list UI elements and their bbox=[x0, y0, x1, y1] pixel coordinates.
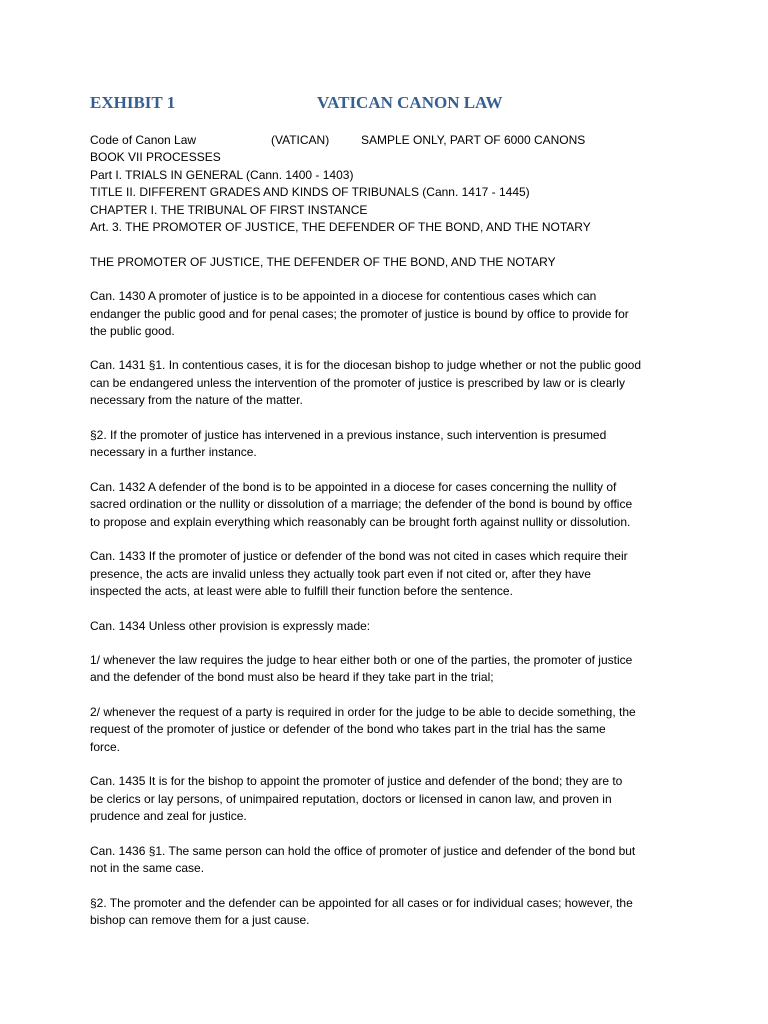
paragraph-line: can be endangered unless the intervention of the promoter of justice is prescribed by law or is clearly bbox=[90, 375, 625, 390]
hierarchy-block bbox=[90, 149, 695, 236]
document-body bbox=[90, 132, 695, 947]
hierarchy-book: BOOK VII PROCESSES bbox=[90, 150, 221, 165]
paragraph-line: §2. If the promoter of justice has intervened in a previous instance, such intervention is presumed bbox=[90, 427, 607, 442]
paragraph-line: not in the same case. bbox=[90, 861, 205, 876]
exhibit-label: EXHIBIT 1 bbox=[90, 93, 176, 112]
canon-1435 bbox=[90, 773, 695, 825]
paragraph-line: and the defender of the bond must also be heard if they take part in the trial; bbox=[90, 670, 494, 685]
canon-1430 bbox=[90, 288, 695, 340]
document-title: VATICAN CANON LAW bbox=[317, 93, 503, 112]
paragraph-line: prudence and zeal for justice. bbox=[90, 809, 247, 824]
paragraph-line: 1/ whenever the law requires the judge to hear either both or one of the parties, the promoter of justice bbox=[90, 653, 633, 668]
document-heading bbox=[90, 93, 710, 117]
paragraph-line: Can. 1430 A promoter of justice is to be appointed in a diocese for contentious cases which can bbox=[90, 289, 597, 304]
paragraph-line: endanger the public good and for penal cases; the promoter of justice is bound by office to provide for bbox=[90, 306, 629, 321]
paragraph-line: Can. 1435 It is for the bishop to appoint the promoter of justice and defender of the bond; they are to bbox=[90, 774, 623, 789]
code-meta-row bbox=[90, 132, 695, 149]
sample-note: SAMPLE ONLY, PART OF 6000 CANONS bbox=[361, 133, 586, 147]
canon-1432 bbox=[90, 479, 695, 531]
paragraph-line: bishop can remove them for a just cause. bbox=[90, 913, 310, 928]
section-title-text: THE PROMOTER OF JUSTICE, THE DEFENDER OF THE BOND, AND THE NOTARY bbox=[90, 254, 556, 269]
paragraph-line: Can. 1434 Unless other provision is expressly made: bbox=[90, 618, 371, 633]
code-origin: (VATICAN) bbox=[271, 133, 330, 147]
paragraph-line: §2. The promoter and the defender can be appointed for all cases or for individual cases; however, the bbox=[90, 895, 633, 910]
paragraph-line: 2/ whenever the request of a party is required in order for the judge to be able to decide something, the bbox=[90, 705, 636, 720]
paragraph-line: the public good. bbox=[90, 323, 175, 338]
canon-1431-s2 bbox=[90, 427, 695, 462]
canon-1434-item-2 bbox=[90, 704, 695, 756]
canon-1434-item-1 bbox=[90, 652, 695, 687]
hierarchy-part: Part I. TRIALS IN GENERAL (Cann. 1400 - 1403) bbox=[90, 167, 354, 182]
paragraph-line: presence, the acts are invalid unless they actually took part even if not cited or, after they have bbox=[90, 566, 591, 581]
paragraph-line: sacred ordination or the nullity or dissolution of a marriage; the defender of the bond is bound by office bbox=[90, 497, 633, 512]
paragraph-line: inspected the acts, at least were able to fulfill their function before the sentence. bbox=[90, 583, 513, 598]
canon-1431-s1 bbox=[90, 357, 695, 409]
canon-1433 bbox=[90, 548, 695, 600]
paragraph-line: necessary in a further instance. bbox=[90, 445, 257, 460]
section-title bbox=[90, 254, 695, 271]
hierarchy-title: TITLE II. DIFFERENT GRADES AND KINDS OF TRIBUNALS (Cann. 1417 - 1445) bbox=[90, 185, 530, 200]
hierarchy-article: Art. 3. THE PROMOTER OF JUSTICE, THE DEFENDER OF THE BOND, AND THE NOTARY bbox=[90, 219, 591, 234]
paragraph-line: necessary from the nature of the matter. bbox=[90, 393, 303, 408]
hierarchy-chapter: CHAPTER I. THE TRIBUNAL OF FIRST INSTANCE bbox=[90, 202, 368, 217]
canon-1436-s1 bbox=[90, 843, 695, 878]
paragraph-line: to propose and explain everything which reasonably can be brought forth against nullity or dissolution. bbox=[90, 514, 631, 529]
paragraph-line: Can. 1436 §1. The same person can hold the office of promoter of justice and defender of the bond but bbox=[90, 843, 636, 858]
paragraph-line: Can. 1431 §1. In contentious cases, it is for the diocesan bishop to judge whether or not the public good bbox=[90, 358, 642, 373]
paragraph-line: force. bbox=[90, 739, 121, 754]
paragraph-line: be clerics or lay persons, of unimpaired reputation, doctors or licensed in canon law, and proven in bbox=[90, 791, 612, 806]
canon-1434 bbox=[90, 618, 695, 635]
paragraph-line: request of the promoter of justice or defender of the bond who takes part in the trial has the same bbox=[90, 722, 606, 737]
code-name: Code of Canon Law bbox=[90, 133, 197, 147]
paragraph-line: Can. 1432 A defender of the bond is to be appointed in a diocese for cases concerning the nullity of bbox=[90, 479, 617, 494]
paragraph-line: Can. 1433 If the promoter of justice or defender of the bond was not cited in cases which require their bbox=[90, 549, 628, 564]
canon-1436-s2 bbox=[90, 895, 695, 930]
